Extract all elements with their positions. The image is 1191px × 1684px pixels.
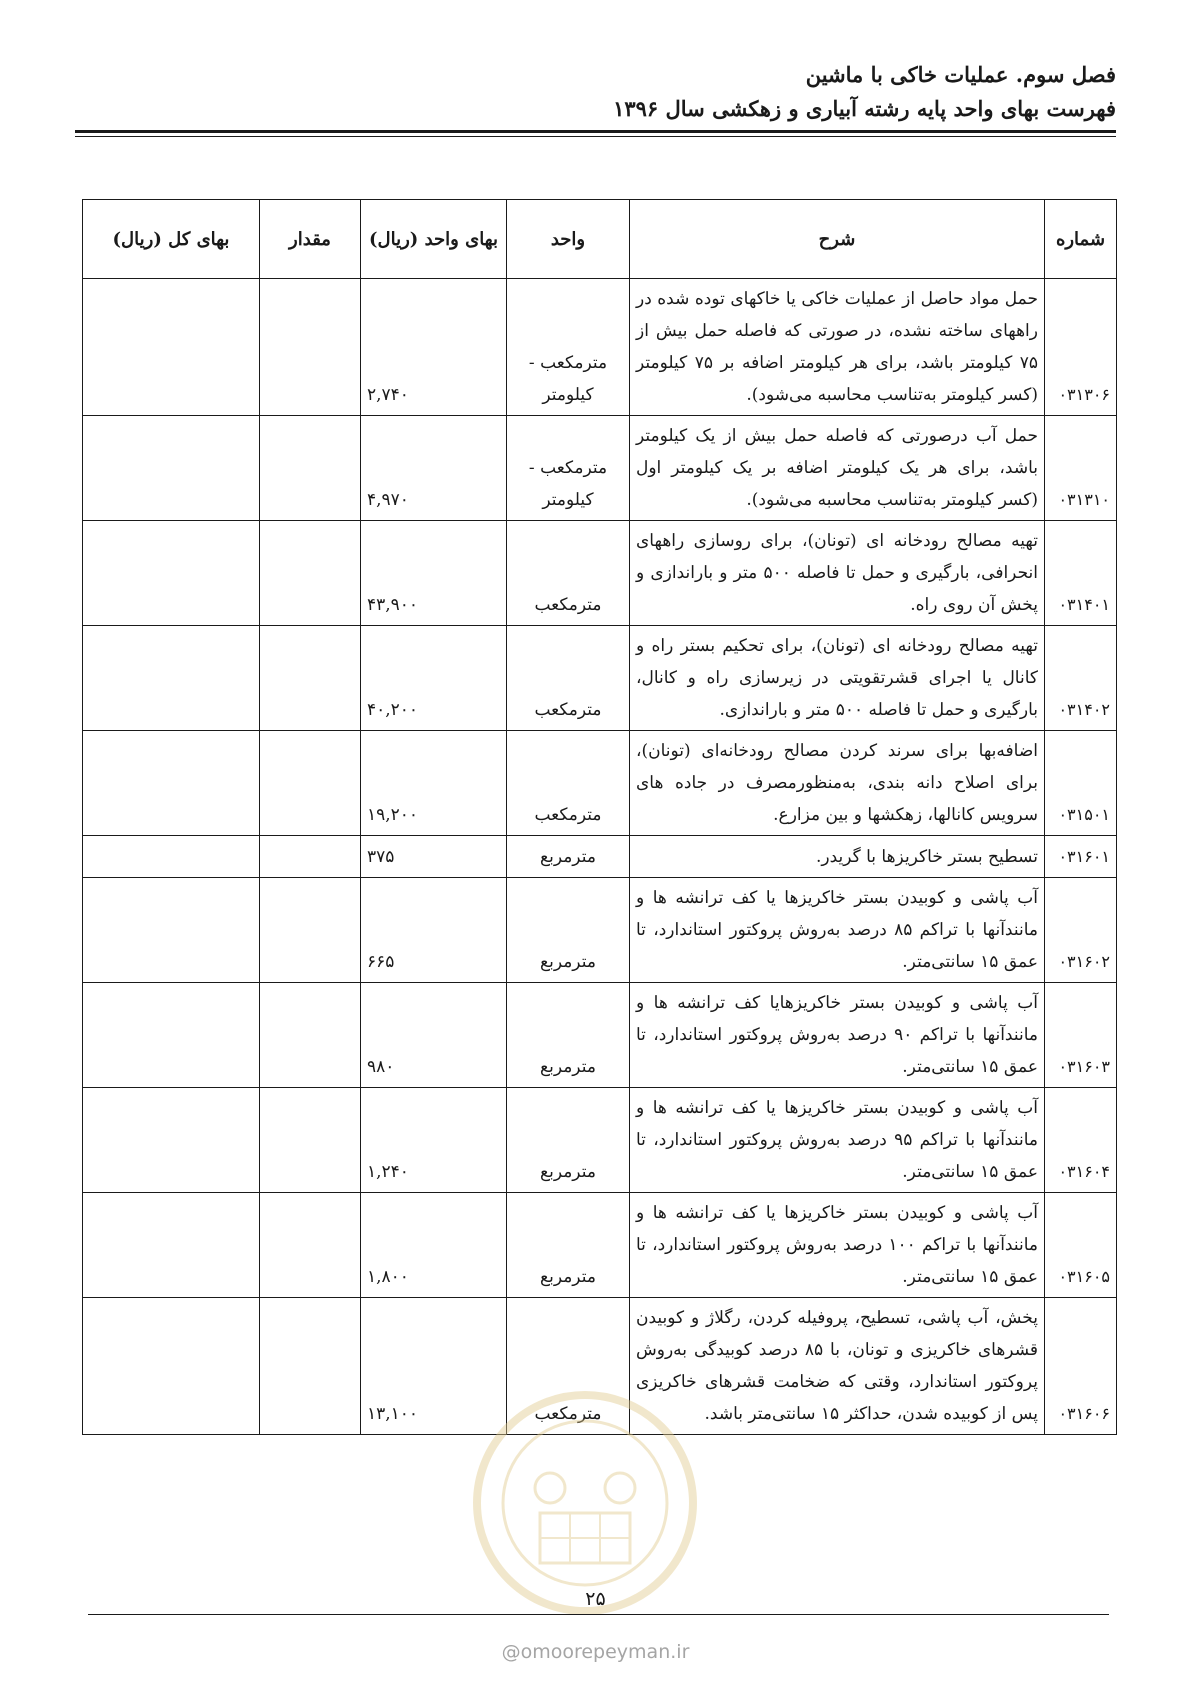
row-unit-price: ۳۷۵ (361, 836, 507, 878)
row-description: پخش، آب پاشی، تسطیح، پروفیله کردن، رگلاژ و کوبیدن قشرهای خاکریزی و تونان، با ۸۵ درصد کوبیدگی به‌روش پروکتور استاندارد، وقتی که ضخامت قشرهای خاکریزی پس از کوبیده شدن، حداکثر ۱۵ سانتی‌متر باشد. (630, 1298, 1045, 1435)
row-unit: مترمربع (507, 878, 630, 983)
row-quantity (260, 983, 361, 1088)
row-total-price (83, 1193, 260, 1298)
row-unit: مترمربع (507, 983, 630, 1088)
table-row (83, 836, 1117, 878)
price-list-title: فهرست بهای واحد پایه رشته آبیاری و زهکشی سال ۱۳۹۶ (613, 96, 1116, 121)
row-description: آب پاشی و کوبیدن بستر خاکریزها یا کف ترانشه ها و مانندآنها با تراکم ۱۰۰ درصد به‌روش پروکتور استاندارد، تا عمق ۱۵ سانتی‌متر. (630, 1193, 1045, 1298)
table-row (83, 1298, 1117, 1435)
chapter-title: فصل سوم. عملیات خاکی با ماشین (805, 62, 1116, 87)
row-unit: مترمربع (507, 1193, 630, 1298)
row-total-price (83, 626, 260, 731)
page-number: ۲۵ (585, 1588, 606, 1610)
table-row (83, 279, 1117, 416)
row-code: ۰۳۱۳۰۶ (1045, 279, 1117, 416)
row-quantity (260, 279, 361, 416)
row-description: تهیه مصالح رودخانه ای (تونان)، برای روسازی راههای انحرافی، بارگیری و حمل تا فاصله ۵۰۰ متر و باراندازی و پخش آن روی راه. (630, 521, 1045, 626)
row-quantity (260, 1298, 361, 1435)
page-header (613, 58, 1116, 126)
table-row (83, 731, 1117, 836)
row-total-price (83, 279, 260, 416)
table-row (83, 521, 1117, 626)
row-quantity (260, 1193, 361, 1298)
footer-divider (88, 1614, 1109, 1615)
row-total-price (83, 983, 260, 1088)
table-header-row (83, 200, 1117, 279)
row-description: حمل مواد حاصل از عملیات خاکی یا خاکهای توده شده در راههای ساخته نشده، در صورتی که فاصله حمل بیش از ۷۵ کیلومتر باشد، برای هر کیلومتر اضافه بر ۷۵ کیلومتر (کسر کیلومتر به‌تناسب محاسبه می‌شود). (630, 279, 1045, 416)
column-header-unit: واحد (507, 200, 630, 279)
row-description: آب پاشی و کوبیدن بستر خاکریزهایا کف ترانشه ها و مانندآنها با تراکم ۹۰ درصد به‌روش پروکتور استاندارد، تا عمق ۱۵ سانتی‌متر. (630, 983, 1045, 1088)
row-total-price (83, 1088, 260, 1193)
table-row (83, 416, 1117, 521)
row-unit-price: ۲,۷۴۰ (361, 279, 507, 416)
row-unit: مترمکعب (507, 626, 630, 731)
row-unit-price: ۴,۹۷۰ (361, 416, 507, 521)
row-code: ۰۳۱۴۰۱ (1045, 521, 1117, 626)
row-unit-price: ۶۶۵ (361, 878, 507, 983)
row-unit-price: ۴۰,۲۰۰ (361, 626, 507, 731)
row-code: ۰۳۱۶۰۴ (1045, 1088, 1117, 1193)
row-unit: مترمربع (507, 1088, 630, 1193)
row-total-price (83, 878, 260, 983)
row-quantity (260, 1088, 361, 1193)
table-row (83, 878, 1117, 983)
row-description: حمل آب درصورتی که فاصله حمل بیش از یک کیلومتر باشد، برای هر یک کیلومتر اضافه بر یک کیلومتر اول (کسر کیلومتر به‌تناسب محاسبه می‌شود). (630, 416, 1045, 521)
row-total-price (83, 836, 260, 878)
row-total-price (83, 731, 260, 836)
row-description: اضافه‌بها برای سرند کردن مصالح رودخانه‌ای (تونان)، برای اصلاح دانه بندی، به‌منظورمصرف در جاده های سرویس کانالها، زهکشها و بین مزارع. (630, 731, 1045, 836)
row-unit: مترمکعب (507, 731, 630, 836)
row-quantity (260, 416, 361, 521)
row-unit: مترمربع (507, 836, 630, 878)
column-header-total-price: بهای کل (ریال) (83, 200, 260, 279)
row-description: تهیه مصالح رودخانه ای (تونان)، برای تحکیم بستر راه و کانال یا اجرای قشرتقویتی در زیرسازی راه و کانال، بارگیری و حمل تا فاصله ۵۰۰ متر و باراندازی. (630, 626, 1045, 731)
row-unit-price: ۱۹,۲۰۰ (361, 731, 507, 836)
column-header-description: شرح (630, 200, 1045, 279)
row-code: ۰۳۱۶۰۵ (1045, 1193, 1117, 1298)
row-quantity (260, 731, 361, 836)
row-unit: مترمکعب - کیلومتر (507, 416, 630, 521)
table-row (83, 1088, 1117, 1193)
row-unit-price: ۱,۸۰۰ (361, 1193, 507, 1298)
column-header-unit-price: بهای واحد (ریال) (361, 200, 507, 279)
row-unit-price: ۹۸۰ (361, 983, 507, 1088)
table-body (83, 279, 1117, 1435)
row-code: ۰۳۱۶۰۱ (1045, 836, 1117, 878)
row-code: ۰۳۱۵۰۱ (1045, 731, 1117, 836)
table-row (83, 626, 1117, 731)
row-quantity (260, 836, 361, 878)
row-unit: مترمکعب (507, 521, 630, 626)
price-table (82, 199, 1117, 1435)
row-description: آب پاشی و کوبیدن بستر خاکریزها یا کف ترانشه ها و مانندآنها با تراکم ۹۵ درصد به‌روش پروکتور استاندارد، تا عمق ۱۵ سانتی‌متر. (630, 1088, 1045, 1193)
row-unit: مترمکعب - کیلومتر (507, 279, 630, 416)
row-description: آب پاشی و کوبیدن بستر خاکریزها یا کف ترانشه ها و مانندآنها با تراکم ۸۵ درصد به‌روش پروکتور استاندارد، تا عمق ۱۵ سانتی‌متر. (630, 878, 1045, 983)
row-quantity (260, 878, 361, 983)
site-url: @omoorepeyman.ir (501, 1641, 690, 1663)
column-header-code: شماره (1045, 200, 1117, 279)
row-code: ۰۳۱۶۰۲ (1045, 878, 1117, 983)
row-code: ۰۳۱۳۱۰ (1045, 416, 1117, 521)
row-quantity (260, 626, 361, 731)
row-description: تسطیح بستر خاکریزها با گریدر. (630, 836, 1045, 878)
header-divider-thin (75, 136, 1116, 137)
row-quantity (260, 521, 361, 626)
table-row (83, 1193, 1117, 1298)
row-unit-price: ۴۳,۹۰۰ (361, 521, 507, 626)
row-code: ۰۳۱۶۰۳ (1045, 983, 1117, 1088)
row-total-price (83, 416, 260, 521)
row-unit-price: ۱,۲۴۰ (361, 1088, 507, 1193)
row-total-price (83, 521, 260, 626)
row-code: ۰۳۱۶۰۶ (1045, 1298, 1117, 1435)
table-row (83, 983, 1117, 1088)
header-divider-thick (75, 130, 1116, 133)
row-unit-price: ۱۳,۱۰۰ (361, 1298, 507, 1435)
row-unit: مترمکعب (507, 1298, 630, 1435)
row-total-price (83, 1298, 260, 1435)
column-header-quantity: مقدار (260, 200, 361, 279)
row-code: ۰۳۱۴۰۲ (1045, 626, 1117, 731)
